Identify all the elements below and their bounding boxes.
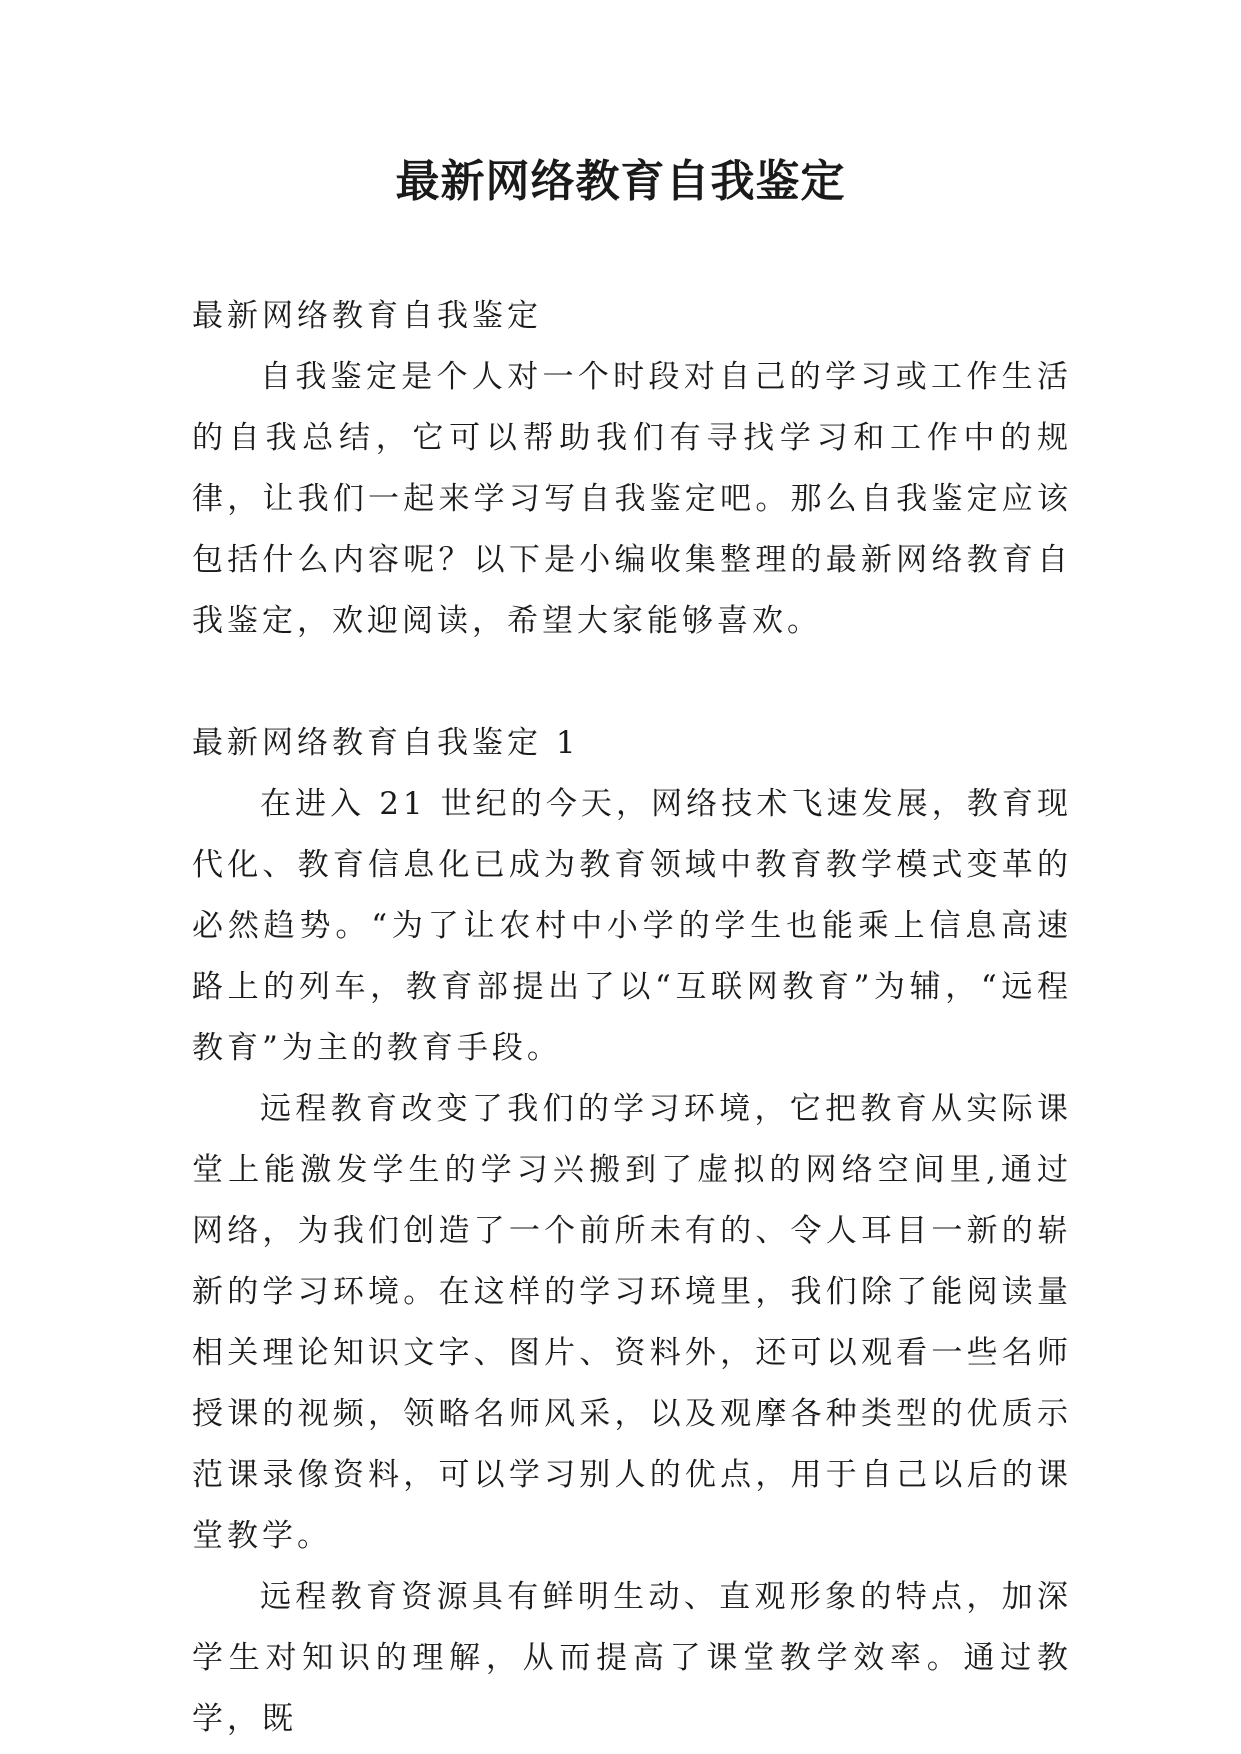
intro-heading: 最新网络教育自我鉴定	[192, 298, 542, 334]
body-paragraph: 远程教育资源具有鲜明生动、直观形象的特点，加深学生对知识的理解，从而提高了课堂教学效率。通过教学，既	[192, 1579, 1072, 1737]
body-paragraph: 远程教育改变了我们的学习环境，它把教育从实际课堂上能激发学生的学习兴搬到了虚拟的网络空间里,通过网络，为我们创造了一个前所未有的、令人耳目一新的崭新的学习环境。在这样的学习环境里，我们除了能阅读量相关理论知识文字、图片、资料外，还可以观看一些名师授课的视频，领略名师风采，以及观摩各种类型的优质示范课录像资料，可以学习别人的优点，用于自己以后的课堂教学。	[192, 1091, 1072, 1554]
section-spacer	[192, 652, 1072, 713]
body-paragraph: 在进入 21 世纪的今天，网络技术飞速发展，教育现代化、教育信息化已成为教育领域中教育教学模式变革的必然趋势。“为了让农村中小学的学生也能乘上信息高速路上的列车，教育部提出了以“互联网教育”为辅，“远程教育”为主的教育手段。	[192, 786, 1072, 1066]
document-body	[192, 286, 1072, 1750]
section-heading: 最新网络教育自我鉴定 1	[192, 725, 580, 761]
intro-paragraph: 自我鉴定是个人对一个时段对自己的学习或工作生活的自我总结，它可以帮助我们有寻找学习和工作中的规律，让我们一起来学习写自我鉴定吧。那么自我鉴定应该包括什么内容呢？以下是小编收集整理的最新网络教育自我鉴定，欢迎阅读，希望大家能够喜欢。	[192, 359, 1072, 639]
document-title: 最新网络教育自我鉴定	[395, 156, 846, 207]
